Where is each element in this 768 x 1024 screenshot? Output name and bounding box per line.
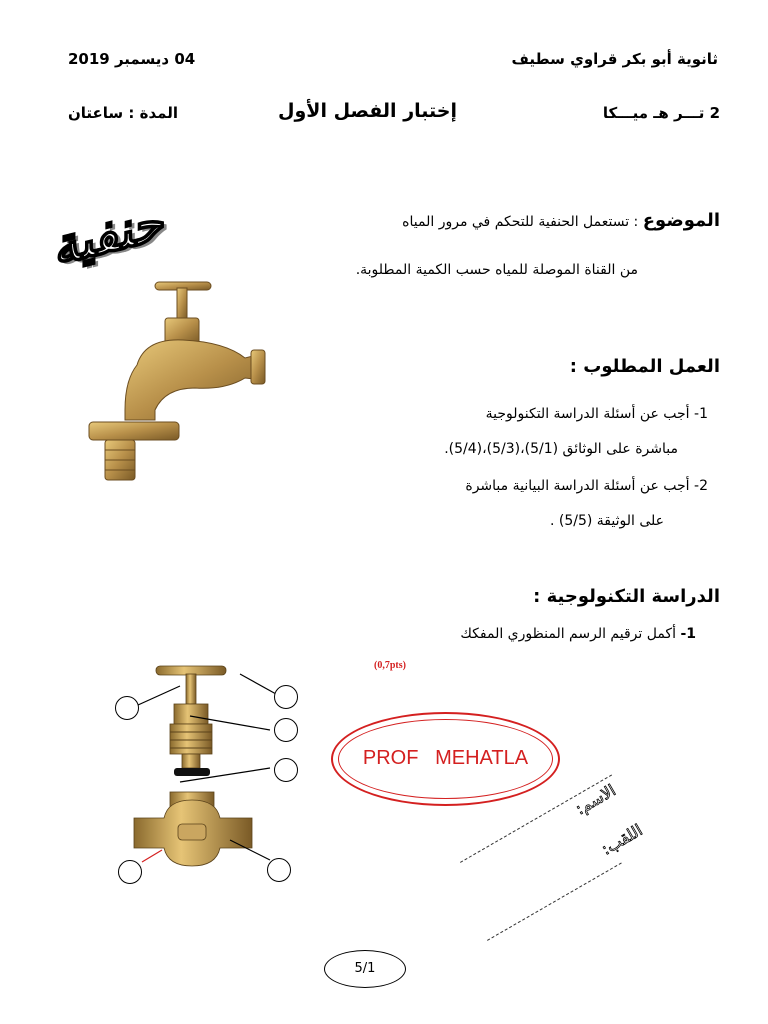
- exam-date: 04 ديسمبر 2019: [68, 50, 196, 68]
- question-1: [460, 626, 696, 642]
- work-item: مباشرة على الوثائق (5/1)،(5/3)،(5/4).: [444, 441, 678, 457]
- subject-text-1: : تستعمل الحنفية للتحكم في مرور المياه: [402, 214, 639, 230]
- number-circle[interactable]: [274, 718, 298, 742]
- question-1-number: 1-: [680, 626, 696, 642]
- name-label: الاسم:: [572, 780, 619, 819]
- number-circle[interactable]: [118, 860, 142, 884]
- faucet-word-art: حنفية: [44, 192, 169, 277]
- number-circle[interactable]: [267, 858, 291, 882]
- exam-duration: المدة : ساعتان: [68, 104, 178, 122]
- surname-line[interactable]: [487, 863, 622, 941]
- work-item: على الوثيقة (5/5) .: [549, 513, 664, 529]
- stamp: [331, 712, 560, 806]
- number-circle[interactable]: [274, 685, 298, 709]
- work-heading: العمل المطلوب :: [569, 356, 720, 377]
- points-label: (0,7pts): [374, 660, 406, 671]
- page-number: 5/1: [324, 950, 406, 988]
- subject-label: الموضوع: [642, 210, 720, 231]
- question-1-text: أكمل ترقيم الرسم المنظوري المفكك: [460, 626, 676, 642]
- faucet-image: [85, 270, 285, 495]
- work-item: 2- أجب عن أسئلة الدراسة البيانية مباشرة: [465, 478, 708, 494]
- exam-title: إختبار الفصل الأول: [278, 100, 457, 122]
- subject-line-2: من القناة الموصلة للمياه حسب الكمية المطلوبة.: [355, 262, 638, 278]
- number-circle[interactable]: [115, 696, 139, 720]
- work-item: 1- أجب عن أسئلة الدراسة التكنولوجية: [485, 406, 708, 422]
- surname-label: اللقب:: [598, 820, 646, 859]
- number-circle[interactable]: [274, 758, 298, 782]
- school-name: ثانوية أبو بكر قراوي سطيف: [511, 50, 718, 68]
- class-name: 2 تـــر هـ ميـــكا: [602, 104, 720, 122]
- stamp-text: PROF MEHATLA: [362, 747, 529, 769]
- subject-line-1: [402, 210, 720, 231]
- tech-study-heading: الدراسة التكنولوجية :: [533, 586, 720, 607]
